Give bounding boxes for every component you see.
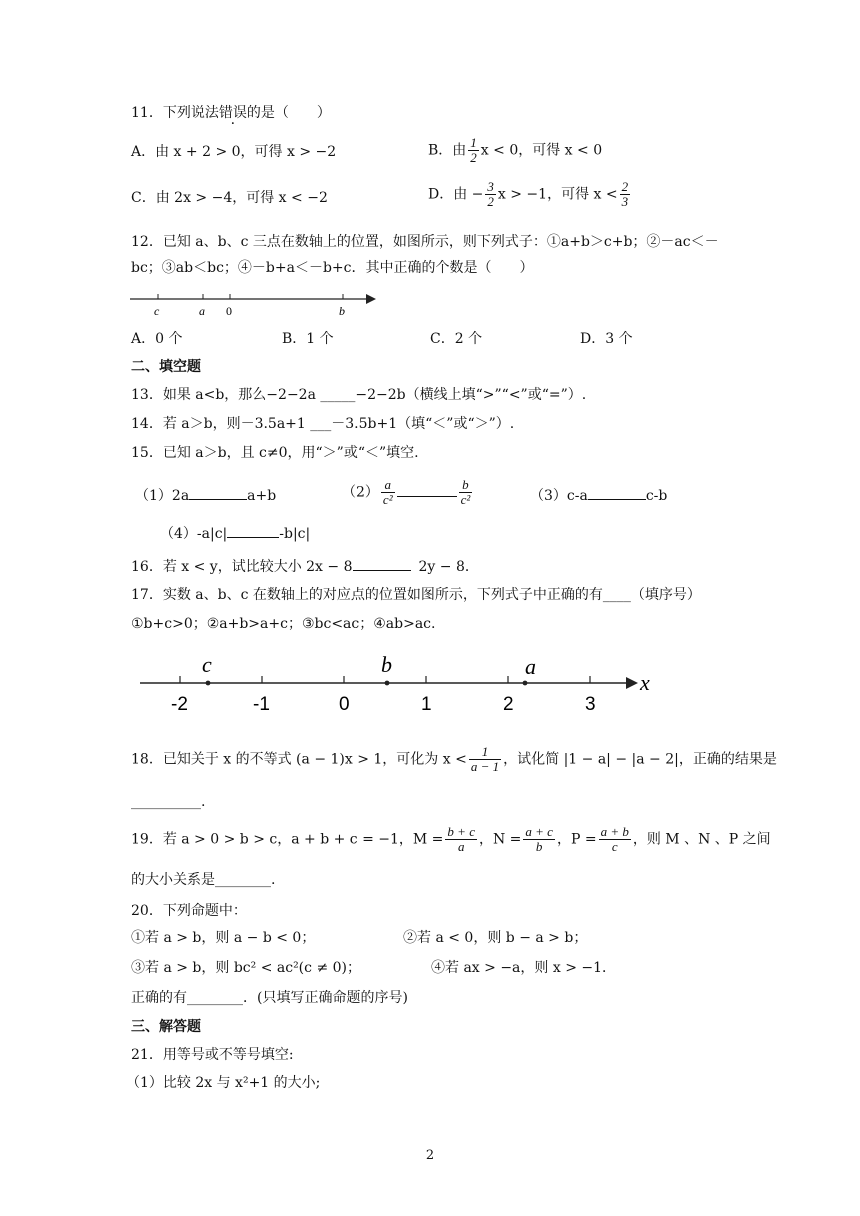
q14: 14．若 a＞b，则－3.5a+1 ___－3.5b+1（填“＜”或“＞”）. [131, 416, 515, 432]
q17-line2: ①b+c>0；②a+b>a+c；③bc<ac；④ab>ac. [131, 616, 436, 632]
axis-label-0: 0 [226, 304, 232, 318]
q21-stem: 21．用等号或不等号填空: [131, 1047, 294, 1063]
section-fill-blank-heading: 二、填空题 [131, 359, 201, 375]
q15-part1: （1）2a a+b [135, 485, 276, 506]
q19-line2: 的大小关系是________. [131, 872, 276, 888]
q19-line1: 19．若 a > 0 > b > c，a + b + c = −1，M = $\frac{b + c}{a}$ ，N = $\frac{a + c}{b}$ ，P = $\frac{a + b}{c}$ ，则 M 、N 、P 之间 [131, 824, 771, 854]
q20-item3: ③若 a > b，则 bc² < ac²(c ≠ 0)； [131, 960, 361, 976]
q20-item1: ①若 a > b，则 a − b < 0； [131, 930, 316, 946]
q11-option-b: B．由 $\frac{1}{2}$ x < 0，可得 x < 0 [428, 135, 603, 165]
q20-item4: ④若 ax > −a，则 x > −1． [431, 960, 617, 976]
point-label-a: a [525, 654, 536, 679]
tick-label-3: 3 [585, 694, 596, 715]
point-label-c: c [202, 652, 212, 677]
q16: 16．若 x < y，试比较大小 2x − 8 2y − 8． [131, 556, 479, 577]
q12-option-b: B．1 个 [282, 331, 334, 347]
q20-stem: 20．下列命题中： [131, 903, 247, 919]
point-c [206, 681, 211, 686]
q20-answer: 正确的有________．(只填写正确命题的序号) [131, 990, 408, 1006]
q18-line2: __________. [131, 794, 206, 810]
q15-part4: （4）-a|c| -b|c| [160, 523, 310, 544]
q20-item2: ②若 a < 0，则 b − a > b； [403, 930, 588, 946]
axis-var-x: x [640, 670, 650, 695]
point-a [523, 681, 528, 686]
q18-line1: 18．已知关于 x 的不等式 (a − 1)x > 1，可化为 x < $\frac{1}{a - 1}$ ，试化简 |1 − a| − |a − 2|，正确的结果是 [131, 744, 777, 774]
q11-option-a: A．由 x + 2 > 0，可得 x > −2 [131, 144, 337, 160]
q11-stem: 11．下列说法错误的是（ ） [131, 105, 331, 121]
q12-option-a: A．0 个 [131, 331, 183, 347]
q17-number-line [138, 652, 658, 716]
q13: 13．如果 a<b，那么−2−2a _____−2−2b（横线上填“>”“<”或“=”）. [131, 387, 587, 403]
axis-label-c: c [154, 304, 160, 318]
tick-label-2: 2 [503, 694, 514, 715]
tick-label-neg1: -1 [253, 694, 270, 715]
q12-line2: bc；③ab＜bc；④－b+a＜－b+c．其中正确的个数是（ ） [131, 260, 534, 276]
page-number: 2 [425, 1148, 435, 1163]
tick-label-neg2: -2 [171, 694, 188, 715]
q12-option-c: C．2 个 [430, 331, 483, 347]
tick-label-0: 0 [339, 694, 350, 715]
q11-emphasis: 错误 [218, 105, 247, 121]
q15-stem: 15．已知 a＞b，且 c≠0，用“＞”或“＜”填空. [131, 445, 419, 461]
point-label-b: b [381, 652, 392, 677]
q15-part2: （2） $\frac{a}{\text{c²}}$ $\frac{b}{\text{c²}}$ [342, 477, 471, 507]
q12-line1: 12．已知 a、b、c 三点在数轴上的位置，如图所示，则下列式子：①a+b＞c+b；②－ac＜－ [131, 234, 719, 250]
q21-part1: （1）比较 2x 与 x²+1 的大小; [126, 1075, 321, 1091]
q12-number-line [128, 290, 378, 320]
q17-line1: 17．实数 a、b、c 在数轴上的对应点的位置如图所示，下列式子中正确的有____（填序号） [131, 587, 701, 603]
q11-option-d: D．由 − $\frac{3}{2}$ x > −1，可得 x < $\frac{2}{3}$ [428, 179, 629, 209]
axis-label-b: b [339, 304, 345, 318]
tick-label-1: 1 [421, 694, 432, 715]
point-b [385, 681, 390, 686]
q11-option-c: C．由 2x > −4，可得 x < −2 [131, 190, 328, 206]
q15-part3: （3）c-a c-b [530, 485, 667, 506]
section-answer-heading: 三、解答题 [131, 1019, 201, 1035]
axis-label-a: a [199, 304, 205, 318]
q12-option-d: D．3 个 [580, 331, 633, 347]
